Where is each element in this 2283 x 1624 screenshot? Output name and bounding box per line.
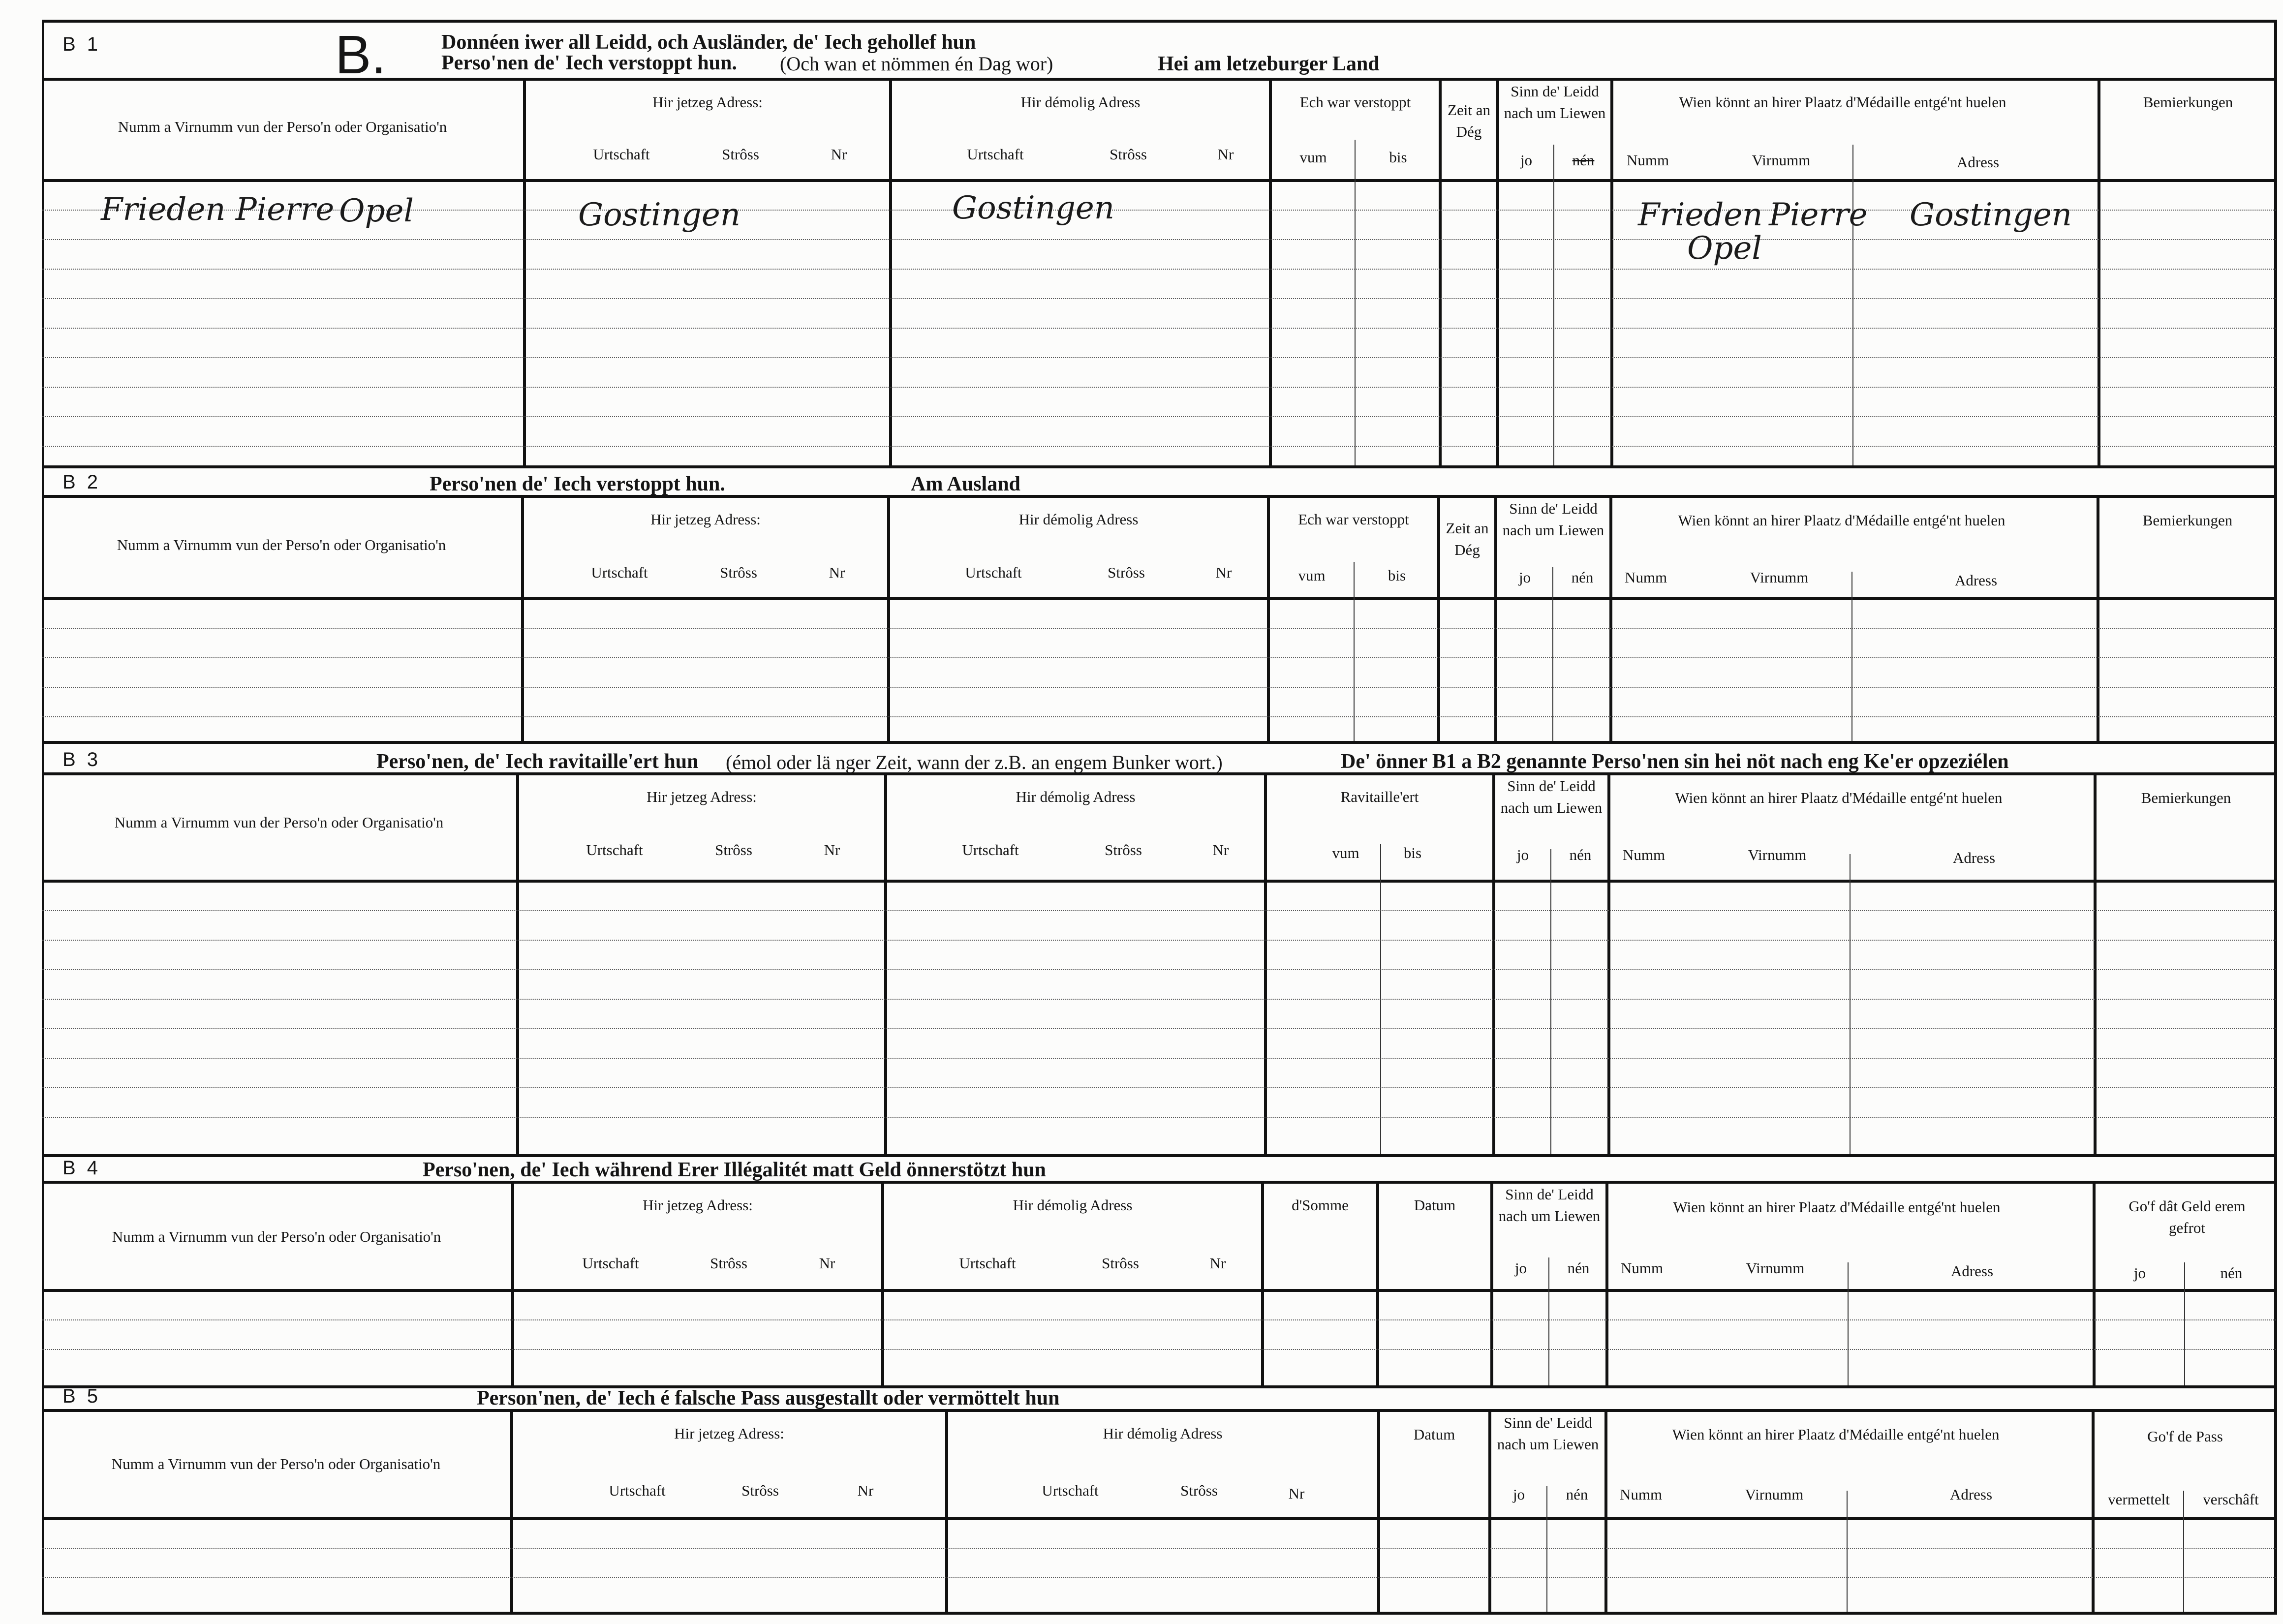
- section-title-line1: Donnéen iwer all Leidd, och Ausländer, de' Iech gehollef hun: [441, 31, 976, 54]
- subcol-divider: [1848, 1262, 1849, 1385]
- entry-line: [42, 416, 2276, 417]
- subcol-divider: [1548, 1257, 1549, 1385]
- entry-line: [42, 239, 2276, 240]
- subheader-virnumm: Virnumm: [1745, 1486, 1804, 1503]
- col-header-current-address: Hir jetzeg Adress:: [643, 1196, 753, 1214]
- subheader-bis: bis: [1403, 844, 1422, 861]
- entry-line: [42, 1548, 2276, 1549]
- section-title-bar: [42, 743, 2276, 775]
- subheader-virnumm: Virnumm: [1746, 1259, 1805, 1277]
- col-header-datum: Datum: [1414, 1196, 1456, 1214]
- col-header-old-address: Hir démolig Adress: [1016, 788, 1136, 805]
- col-header-medal-recipient: Wien könnt an hirer Plaatz d'Médaille entgé'nt huelen: [1679, 93, 2006, 111]
- col-divider: [1269, 81, 1272, 465]
- col-divider: [1264, 775, 1267, 1154]
- section-title-line2b: (Och wan et nömmen én Dag wor): [780, 53, 1053, 75]
- col-divider: [889, 81, 892, 465]
- section-title-c: De' önner B1 a B2 genannte Perso'nen sin hei nöt nach eng Ke'er opzeziélen: [1341, 750, 2009, 773]
- col-header-ravitailleert: Ravitaille'ert: [1340, 788, 1419, 805]
- col-divider: [1267, 498, 1270, 741]
- col-divider: [2098, 81, 2100, 465]
- subheader-nr: Nr: [824, 841, 840, 858]
- subheader-urtschaft: Urtschaft: [962, 841, 1019, 858]
- entry-line: [42, 910, 2276, 911]
- subheader-jo: jo: [1514, 1259, 1527, 1277]
- col-header-remarks: Bemierkungen: [2143, 93, 2233, 111]
- header-separator: [42, 1517, 2276, 1520]
- subheader-urtschaft: Urtschaft: [967, 146, 1024, 163]
- subheader-nr: Nr: [829, 564, 845, 581]
- subheader-urtschaft: Urtschaft: [582, 1255, 639, 1272]
- subheader-stross: Strôss: [1108, 564, 1145, 581]
- table-b1: [42, 81, 2276, 468]
- col-header-remarks: Bemierkungen: [2141, 789, 2231, 806]
- col-divider: [2094, 775, 2097, 1154]
- entry-line: [42, 1319, 2276, 1320]
- col-header-alive: Sinn de' Leidd nach um Liewen: [1497, 1414, 1599, 1453]
- col-header-somme: d'Somme: [1292, 1196, 1349, 1214]
- header-separator: [42, 179, 2276, 182]
- entry-line: [42, 446, 2276, 447]
- section-b1: [42, 20, 2276, 468]
- entry-line: [42, 387, 2276, 388]
- header-separator: [42, 880, 2276, 883]
- subheader-virnumm: Virnumm: [1748, 846, 1807, 863]
- entry-line: [42, 328, 2276, 329]
- col-divider: [1610, 81, 1613, 465]
- subheader-nr: Nr: [1217, 146, 1234, 163]
- col-header-medal-recipient: Wien könnt an hirer Plaatz d'Médaille entgé'nt huelen: [1673, 1198, 2001, 1216]
- subheader-nen: nén: [1569, 846, 1592, 863]
- entry-line: [42, 940, 2276, 941]
- subcol-divider: [1851, 572, 1852, 741]
- col-divider: [1492, 775, 1495, 1154]
- col-header-current-address: Hir jetzeg Adress:: [652, 93, 763, 111]
- subheader-jo: jo: [1520, 152, 1533, 169]
- subheader-stross: Strôss: [722, 146, 759, 163]
- col-header-remarks: Bemierkungen: [2142, 512, 2233, 529]
- handwritten-name: Frieden Pierre: [101, 191, 335, 228]
- col-header-hidden: Ech war verstoppt: [1298, 511, 1409, 528]
- entry-line: [42, 1087, 2276, 1088]
- subheader-urtschaft: Urtschaft: [591, 564, 648, 581]
- subheader-nen: nén: [2220, 1264, 2243, 1282]
- section-title-a: Person'nen, de' Iech é falsche Pass ausgestallt oder vermöttelt hun: [477, 1387, 1060, 1410]
- entry-line: [42, 999, 2276, 1000]
- handwritten-medal-opel: Opel: [1687, 230, 1762, 267]
- subheader-virnumm: Virnumm: [1752, 152, 1811, 169]
- subheader-stross: Strôss: [1180, 1482, 1218, 1499]
- table-b5: [42, 1412, 2276, 1612]
- col-header-zeit: Zeit an Dég: [1448, 101, 1490, 140]
- section-title-bar: [42, 465, 2276, 498]
- subcol-divider: [1852, 145, 1853, 465]
- handwritten-medal-firstname: Pierre: [1769, 197, 1868, 233]
- subheader-jo: jo: [1516, 846, 1529, 863]
- section-code: B 4: [62, 1157, 101, 1179]
- subheader-bis: bis: [1389, 149, 1407, 166]
- subheader-nen: nén: [1571, 569, 1594, 586]
- subheader-numm: Numm: [1620, 1259, 1664, 1277]
- entry-line: [42, 1028, 2276, 1029]
- subheader-stross: Strôss: [1102, 1255, 1139, 1272]
- table-b2: [42, 498, 2276, 744]
- subheader-nr: Nr: [1215, 564, 1232, 581]
- entry-line: [42, 269, 2276, 270]
- subheader-stross: Strôss: [720, 564, 757, 581]
- col-divider: [523, 81, 526, 465]
- col-header-medal-recipient: Wien könnt an hirer Plaatz d'Médaille entgé'nt huelen: [1675, 789, 2003, 806]
- subheader-nr: Nr: [857, 1482, 874, 1499]
- entry-line: [42, 657, 2276, 658]
- col-divider: [1604, 1412, 1607, 1612]
- section-title-bar: [42, 1379, 2276, 1412]
- col-header-alive: Sinn de' Leidd nach um Liewen: [1502, 500, 1604, 539]
- subheader-numm: Numm: [1624, 569, 1667, 586]
- subheader-stross: Strôss: [715, 841, 752, 858]
- section-code: B 2: [62, 471, 101, 493]
- subheader-nen: nén: [1572, 152, 1595, 169]
- table-b3: [42, 775, 2276, 1157]
- handwritten-opel: Opel: [339, 193, 414, 229]
- subheader-nen: nén: [1567, 1259, 1590, 1277]
- col-divider: [1605, 1184, 1608, 1385]
- subheader-vum: vum: [1332, 844, 1359, 861]
- subcol-divider: [1354, 562, 1355, 741]
- col-divider: [1496, 81, 1499, 465]
- subheader-verschaft: verschâft: [2203, 1491, 2259, 1508]
- col-header-datum: Datum: [1413, 1426, 1455, 1443]
- handwritten-medal-name: Frieden: [1638, 197, 1763, 233]
- subcol-divider: [2183, 1491, 2184, 1612]
- subheader-urtschaft: Urtschaft: [593, 146, 650, 163]
- entry-line: [42, 1577, 2276, 1578]
- subheader-vermettelt: vermettelt: [2108, 1491, 2170, 1508]
- entry-line: [42, 687, 2276, 688]
- col-header-name: Numm a Virnumm vun der Perso'n oder Organisatio'n: [111, 1455, 441, 1472]
- subheader-adress: Adress: [1949, 1486, 1993, 1503]
- subheader-nr: Nr: [1288, 1485, 1305, 1502]
- subheader-adress: Adress: [1956, 153, 2000, 171]
- subcol-divider: [2184, 1262, 2185, 1385]
- subcol-divider: [1546, 1486, 1547, 1612]
- section-b3: [42, 743, 2276, 1154]
- handwritten-old-town: Gostingen: [952, 190, 1114, 226]
- col-header-current-address: Hir jetzeg Adress:: [674, 1425, 784, 1442]
- entry-line: [42, 1058, 2276, 1059]
- table-b4: [42, 1184, 2276, 1388]
- section-title-line2c: Hei am letzeburger Land: [1158, 53, 1380, 75]
- subheader-jo: jo: [1518, 569, 1531, 586]
- subheader-numm: Numm: [1622, 846, 1666, 863]
- entry-line: [42, 628, 2276, 629]
- col-divider: [884, 775, 887, 1154]
- section-title-a: Perso'nen, de' Iech ravitaille'ert hun: [376, 750, 699, 773]
- subheader-urtschaft: Urtschaft: [959, 1255, 1016, 1272]
- subcol-divider: [1553, 145, 1554, 465]
- section-title-bar: [42, 1151, 2276, 1184]
- col-divider: [1607, 775, 1610, 1154]
- subheader-nen: nén: [1566, 1486, 1588, 1503]
- subheader-jo: jo: [1512, 1486, 1525, 1503]
- subheader-nr: Nr: [831, 146, 847, 163]
- subheader-vum: vum: [1299, 149, 1327, 166]
- subheader-nr: Nr: [819, 1255, 835, 1272]
- frame-bottom: [42, 1612, 2277, 1615]
- subheader-adress: Adress: [1954, 572, 1998, 589]
- subheader-numm: Numm: [1626, 152, 1669, 169]
- subheader-bis: bis: [1388, 567, 1406, 584]
- entry-line: [42, 298, 2276, 299]
- col-header-name: Numm a Virnumm vun der Perso'n oder Organisatio'n: [117, 536, 446, 553]
- subheader-jo: jo: [2133, 1264, 2146, 1282]
- col-divider: [1609, 498, 1612, 741]
- section-code: B 1: [62, 33, 101, 55]
- section-title-b: Am Ausland: [911, 473, 1020, 495]
- col-divider: [516, 775, 519, 1154]
- subheader-urtschaft: Urtschaft: [586, 841, 643, 858]
- section-title-b: (émol oder lä nger Zeit, wann der z.B. an engem Bunker wort.): [726, 751, 1223, 773]
- subheader-numm: Numm: [1619, 1486, 1663, 1503]
- col-divider: [887, 498, 890, 741]
- subheader-vum: vum: [1298, 567, 1326, 584]
- col-header-old-address: Hir démolig Adress: [1020, 93, 1141, 111]
- col-header-hidden: Ech war verstoppt: [1299, 93, 1411, 111]
- section-b2: [42, 465, 2276, 741]
- entry-line: [42, 1117, 2276, 1118]
- col-header-old-address: Hir démolig Adress: [1018, 511, 1139, 528]
- col-header-old-address: Hir démolig Adress: [1013, 1196, 1133, 1214]
- col-header-money-returned: Go'f dât Geld erem gefrot: [2129, 1197, 2246, 1236]
- entry-line: [42, 969, 2276, 970]
- handwritten-current-town: Gostingen: [578, 197, 740, 233]
- col-header-current-address: Hir jetzeg Adress:: [647, 788, 757, 805]
- entry-line: [42, 357, 2276, 358]
- header-separator: [42, 597, 2276, 600]
- col-header-name: Numm a Virnumm vun der Perso'n oder Organisatio'n: [118, 118, 447, 135]
- section-b4: [42, 1151, 2276, 1385]
- subheader-urtschaft: Urtschaft: [609, 1482, 666, 1499]
- col-header-current-address: Hir jetzeg Adress:: [650, 511, 761, 528]
- section-code: B 3: [62, 749, 101, 770]
- subheader-stross: Strôss: [1110, 146, 1147, 163]
- subheader-urtschaft: Urtschaft: [965, 564, 1022, 581]
- col-header-pass: Go'f de Pass: [2147, 1428, 2223, 1445]
- subheader-stross: Strôss: [710, 1255, 747, 1272]
- col-header-zeit: Zeit an Dég: [1446, 520, 1489, 558]
- subcol-divider: [1847, 1491, 1848, 1612]
- handwritten-medal-address: Gostingen: [1910, 197, 2072, 233]
- section-title-bar: [42, 20, 2276, 85]
- entry-line: [42, 716, 2276, 717]
- section-letter: B.: [335, 25, 386, 85]
- col-header-alive: Sinn de' Leidd nach um Liewen: [1500, 777, 1603, 816]
- section-title-a: Perso'nen, de' Iech während Erer Illégalitét matt Geld önnerstötzt hun: [423, 1159, 1046, 1181]
- section-code: B 5: [62, 1385, 101, 1407]
- subheader-stross: Strôss: [1105, 841, 1142, 858]
- col-header-name: Numm a Virnumm vun der Perso'n oder Organisatio'n: [112, 1228, 441, 1245]
- col-header-name: Numm a Virnumm vun der Perso'n oder Organisatio'n: [114, 814, 444, 831]
- entry-line: [42, 1349, 2276, 1350]
- col-header-alive: Sinn de' Leidd nach um Liewen: [1498, 1186, 1601, 1225]
- col-header-medal-recipient: Wien könnt an hirer Plaatz d'Médaille entgé'nt huelen: [1672, 1426, 2000, 1443]
- subcol-divider: [1850, 854, 1851, 1154]
- subheader-urtschaft: Urtschaft: [1042, 1482, 1099, 1499]
- col-divider: [2097, 498, 2099, 741]
- subheader-nr: Nr: [1212, 841, 1229, 858]
- section-title-a: Perso'nen de' Iech verstoppt hun.: [430, 473, 725, 495]
- subheader-stross: Strôss: [741, 1482, 779, 1499]
- subheader-adress: Adress: [1952, 849, 1996, 866]
- section-title-line2a: Perso'nen de' Iech verstoppt hun.: [441, 52, 737, 74]
- col-header-medal-recipient: Wien könnt an hirer Plaatz d'Médaille entgé'nt huelen: [1678, 512, 2005, 529]
- subheader-adress: Adress: [1950, 1262, 1994, 1280]
- col-header-old-address: Hir démolig Adress: [1103, 1425, 1223, 1442]
- col-header-alive: Sinn de' Leidd nach um Liewen: [1504, 83, 1606, 122]
- subheader-nr: Nr: [1209, 1255, 1226, 1272]
- col-divider: [2093, 1184, 2096, 1385]
- subcol-divider: [1550, 849, 1551, 1154]
- col-divider: [521, 498, 524, 741]
- header-separator: [42, 1289, 2276, 1292]
- section-b5: [42, 1379, 2276, 1612]
- subcol-divider: [1552, 567, 1553, 741]
- subheader-virnumm: Virnumm: [1750, 569, 1809, 586]
